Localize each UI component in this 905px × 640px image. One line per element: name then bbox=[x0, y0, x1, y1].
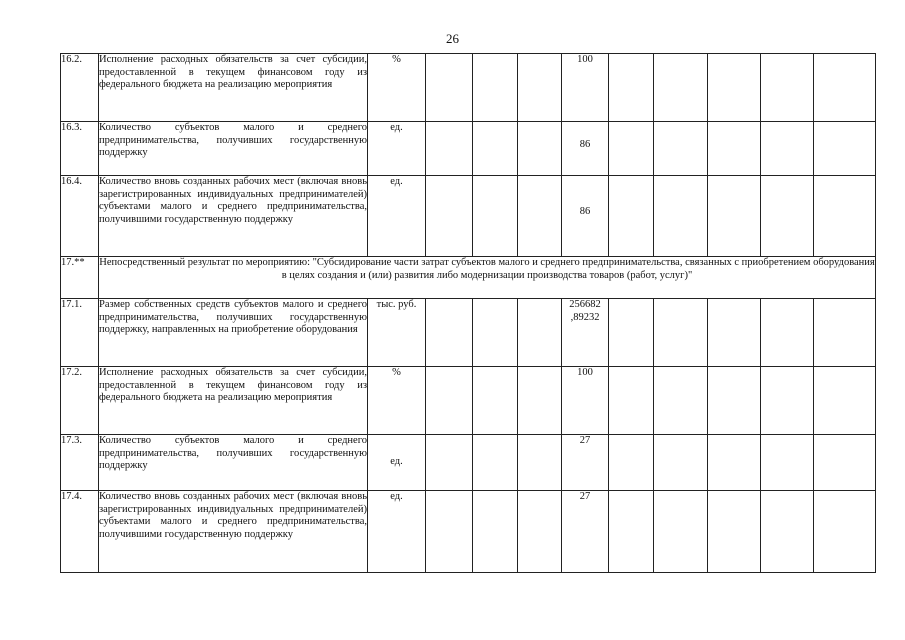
empty-cell bbox=[473, 299, 518, 367]
value-cell: 86 bbox=[562, 122, 609, 176]
empty-cell bbox=[518, 435, 562, 491]
empty-cell bbox=[814, 176, 876, 257]
empty-cell bbox=[426, 299, 473, 367]
value-line: ,89232 bbox=[570, 311, 600, 323]
value-cell: 100 bbox=[562, 54, 609, 122]
empty-cell bbox=[761, 176, 814, 257]
empty-cell bbox=[473, 176, 518, 257]
table-row bbox=[61, 367, 876, 435]
empty-cell bbox=[708, 122, 761, 176]
empty-cell bbox=[814, 122, 876, 176]
row-number: 17.1. bbox=[61, 299, 99, 367]
empty-cell bbox=[609, 299, 654, 367]
empty-cell bbox=[426, 176, 473, 257]
indicator-name: Размер собственных средств субъектов малого и среднего предпринимательства, получивших государственную поддержку, направленных на приобретение оборудования bbox=[99, 299, 368, 367]
unit-cell: ед. bbox=[368, 176, 426, 257]
indicator-name: Количество субъектов малого и среднего предпринимательства, получивших государственную поддержку bbox=[99, 435, 368, 491]
unit-cell: ед. bbox=[368, 491, 426, 573]
value-cell: 27 bbox=[562, 435, 609, 491]
row-number: 17.3. bbox=[61, 435, 99, 491]
empty-cell bbox=[426, 491, 473, 573]
empty-cell bbox=[518, 54, 562, 122]
row-number: 16.4. bbox=[61, 176, 99, 257]
empty-cell bbox=[761, 491, 814, 573]
empty-cell bbox=[426, 122, 473, 176]
empty-cell bbox=[654, 122, 708, 176]
empty-cell bbox=[654, 491, 708, 573]
indicator-name: Количество субъектов малого и среднего предпринимательства, получивших государственную поддержку bbox=[99, 122, 368, 176]
empty-cell bbox=[814, 299, 876, 367]
empty-cell bbox=[609, 435, 654, 491]
page-number: 26 bbox=[446, 31, 459, 46]
empty-cell bbox=[518, 122, 562, 176]
empty-cell bbox=[473, 491, 518, 573]
unit-cell: % bbox=[368, 367, 426, 435]
empty-cell bbox=[609, 122, 654, 176]
empty-cell bbox=[654, 299, 708, 367]
value-cell: 86 bbox=[562, 176, 609, 257]
empty-cell bbox=[426, 435, 473, 491]
unit-cell: % bbox=[368, 54, 426, 122]
empty-cell bbox=[761, 122, 814, 176]
empty-cell bbox=[473, 435, 518, 491]
empty-cell bbox=[518, 176, 562, 257]
empty-cell bbox=[708, 54, 761, 122]
empty-cell bbox=[518, 299, 562, 367]
empty-cell bbox=[814, 367, 876, 435]
empty-cell bbox=[708, 491, 761, 573]
empty-cell bbox=[609, 54, 654, 122]
empty-cell bbox=[814, 491, 876, 573]
indicator-name: Исполнение расходных обязательств за счет субсидии, предоставленной в текущем финансовом году из федерального бюджета на реализацию мероприятия bbox=[99, 367, 368, 435]
empty-cell bbox=[426, 54, 473, 122]
empty-cell bbox=[761, 299, 814, 367]
indicator-name: Количество вновь созданных рабочих мест (включая вновь зарегистрированных индивидуальных предпринимателей) субъектами малого и среднего предпринимательства, получившими государственную поддержку bbox=[99, 491, 368, 573]
empty-cell bbox=[654, 54, 708, 122]
row-number: 16.2. bbox=[61, 54, 99, 122]
table-row bbox=[61, 491, 876, 573]
empty-cell bbox=[761, 54, 814, 122]
empty-cell bbox=[761, 435, 814, 491]
empty-cell bbox=[708, 435, 761, 491]
empty-cell bbox=[473, 367, 518, 435]
empty-cell bbox=[518, 491, 562, 573]
empty-cell bbox=[814, 54, 876, 122]
empty-cell bbox=[654, 367, 708, 435]
table-row bbox=[61, 435, 876, 491]
empty-cell bbox=[708, 176, 761, 257]
empty-cell bbox=[654, 435, 708, 491]
unit-cell: тыс. руб. bbox=[368, 299, 426, 367]
indicators-table bbox=[60, 53, 876, 573]
empty-cell bbox=[473, 122, 518, 176]
empty-cell bbox=[473, 54, 518, 122]
unit-cell: ед. bbox=[368, 435, 426, 491]
indicator-name: Количество вновь созданных рабочих мест (включая вновь зарегистрированных индивидуальных предпринимателей) субъектами малого и среднего предпринимательства, получившими государственную поддержку bbox=[99, 176, 368, 257]
table-row bbox=[61, 54, 876, 122]
value-cell: 27 bbox=[562, 491, 609, 573]
empty-cell bbox=[609, 491, 654, 573]
empty-cell bbox=[609, 367, 654, 435]
value-line: 256682 bbox=[569, 299, 601, 310]
empty-cell bbox=[708, 299, 761, 367]
indicator-name: Исполнение расходных обязательств за счет субсидии, предоставленной в текущем финансовом году из федерального бюджета на реализацию мероприятия bbox=[99, 54, 368, 122]
row-number: 17.2. bbox=[61, 367, 99, 435]
row-number: 17.** bbox=[61, 257, 99, 299]
activity-result-text: Непосредственный результат по мероприятию: "Субсидирование части затрат субъектов малого и среднего предпринимательства, связанных с приобретением оборудования в целях создания и (или) развития либо модернизации производства товаров (работ, услуг)" bbox=[99, 257, 876, 299]
empty-cell bbox=[761, 367, 814, 435]
table-row bbox=[61, 176, 876, 257]
empty-cell bbox=[518, 367, 562, 435]
table-row bbox=[61, 299, 876, 367]
row-number: 17.4. bbox=[61, 491, 99, 573]
empty-cell bbox=[426, 367, 473, 435]
empty-cell bbox=[814, 435, 876, 491]
value-cell: 100 bbox=[562, 367, 609, 435]
table-row bbox=[61, 122, 876, 176]
unit-cell: ед. bbox=[368, 122, 426, 176]
empty-cell bbox=[708, 367, 761, 435]
row-number: 16.3. bbox=[61, 122, 99, 176]
empty-cell bbox=[654, 176, 708, 257]
empty-cell bbox=[609, 176, 654, 257]
table-row bbox=[61, 257, 876, 299]
value-cell bbox=[562, 299, 609, 367]
